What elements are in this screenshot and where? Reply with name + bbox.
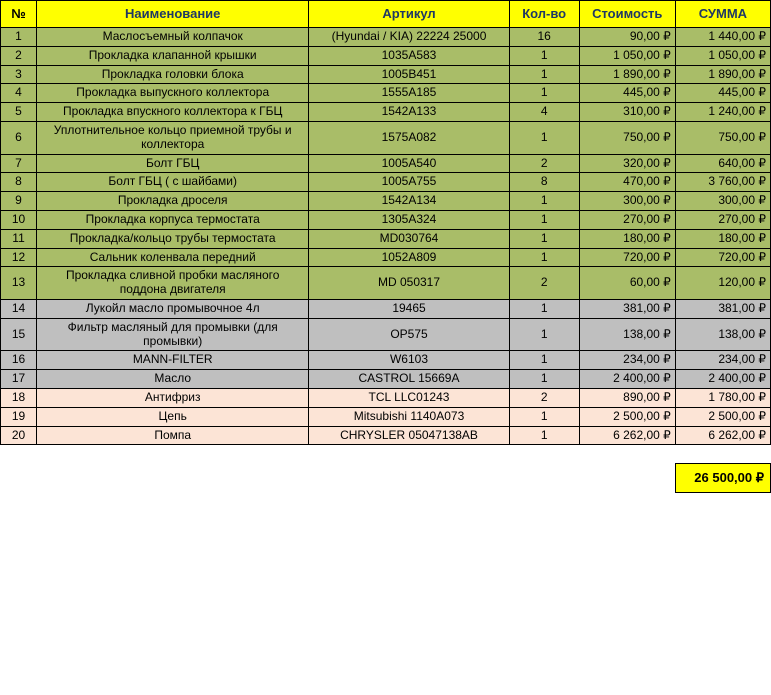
table-row [1,370,771,389]
cell-article: 1035A583 [309,46,509,65]
cell-name: Прокладка выпускного коллектора [37,84,309,103]
table-row [1,267,771,300]
table-row [1,426,771,445]
table-row [1,46,771,65]
cell-number: 2 [1,46,37,65]
cell-quantity: 1 [509,65,579,84]
spacer-cell [37,445,309,464]
cell-name: Прокладка дроселя [37,192,309,211]
cell-article: 1305A324 [309,210,509,229]
cell-number: 3 [1,65,37,84]
cell-price: 445,00 ₽ [579,84,675,103]
cell-sum: 1 890,00 ₽ [675,65,770,84]
cell-quantity: 1 [509,121,579,154]
cell-quantity: 1 [509,248,579,267]
cell-price: 310,00 ₽ [579,103,675,122]
cell-number: 4 [1,84,37,103]
cell-quantity: 1 [509,318,579,351]
column-header-name: Наименование [37,1,309,28]
cell-quantity: 16 [509,28,579,47]
cell-name: Прокладка клапанной крышки [37,46,309,65]
cell-quantity: 2 [509,267,579,300]
cell-price: 180,00 ₽ [579,229,675,248]
spacer-cell [1,445,37,464]
cell-sum: 381,00 ₽ [675,299,770,318]
cell-price: 320,00 ₽ [579,154,675,173]
header-row [1,1,771,28]
cell-name: Болт ГБЦ ( с шайбами) [37,173,309,192]
cell-price: 6 262,00 ₽ [579,426,675,445]
cell-article: OP575 [309,318,509,351]
spacer-cell [509,445,579,464]
cell-sum: 270,00 ₽ [675,210,770,229]
table-row [1,192,771,211]
cell-sum: 720,00 ₽ [675,248,770,267]
cell-price: 2 400,00 ₽ [579,370,675,389]
cell-name: Масло [37,370,309,389]
cell-quantity: 2 [509,388,579,407]
cell-name: Цепь [37,407,309,426]
cell-number: 9 [1,192,37,211]
cell-price: 90,00 ₽ [579,28,675,47]
cell-name: Антифриз [37,388,309,407]
cell-sum: 120,00 ₽ [675,267,770,300]
cell-price: 300,00 ₽ [579,192,675,211]
table-row [1,210,771,229]
table-row [1,351,771,370]
cell-name: MANN-FILTER [37,351,309,370]
cell-name: Прокладка головки блока [37,65,309,84]
cell-quantity: 1 [509,192,579,211]
total-empty-cell [579,464,675,493]
cell-article: 1542A134 [309,192,509,211]
cell-sum: 300,00 ₽ [675,192,770,211]
cell-quantity: 1 [509,407,579,426]
table-row [1,28,771,47]
cell-number: 8 [1,173,37,192]
table-row [1,318,771,351]
cell-number: 20 [1,426,37,445]
cell-article: 1005A755 [309,173,509,192]
total-empty-cell [1,464,37,493]
cell-price: 381,00 ₽ [579,299,675,318]
cell-quantity: 2 [509,154,579,173]
cell-number: 17 [1,370,37,389]
cell-article: W6103 [309,351,509,370]
cell-article: MD 050317 [309,267,509,300]
table-body [1,28,771,493]
cell-price: 470,00 ₽ [579,173,675,192]
cell-price: 2 500,00 ₽ [579,407,675,426]
cell-article: CHRYSLER 05047138AB [309,426,509,445]
table-row [1,299,771,318]
cell-price: 234,00 ₽ [579,351,675,370]
cell-number: 18 [1,388,37,407]
cell-sum: 750,00 ₽ [675,121,770,154]
cell-sum: 445,00 ₽ [675,84,770,103]
cell-article: 1555A185 [309,84,509,103]
cell-number: 7 [1,154,37,173]
cell-number: 10 [1,210,37,229]
cell-number: 6 [1,121,37,154]
cell-price: 270,00 ₽ [579,210,675,229]
cell-number: 16 [1,351,37,370]
cell-name: Прокладка сливной пробки масляного поддона двигателя [37,267,309,300]
cell-article: TCL LLC01243 [309,388,509,407]
cell-number: 1 [1,28,37,47]
total-row [1,464,771,493]
column-header-sum: СУММА [675,1,770,28]
cell-quantity: 1 [509,351,579,370]
cell-number: 5 [1,103,37,122]
cell-article: CASTROL 15669A [309,370,509,389]
cell-article: Mitsubishi 1140A073 [309,407,509,426]
cell-sum: 138,00 ₽ [675,318,770,351]
column-header-quantity: Кол-во [509,1,579,28]
cell-name: Прокладка/кольцо трубы термостата [37,229,309,248]
cell-sum: 6 262,00 ₽ [675,426,770,445]
table-row [1,84,771,103]
total-empty-cell [509,464,579,493]
cell-quantity: 1 [509,210,579,229]
cell-article: 19465 [309,299,509,318]
table-row [1,65,771,84]
cell-quantity: 1 [509,46,579,65]
cell-price: 750,00 ₽ [579,121,675,154]
cell-sum: 1 440,00 ₽ [675,28,770,47]
cell-name: Прокладка корпуса термостата [37,210,309,229]
cell-sum: 2 500,00 ₽ [675,407,770,426]
cell-sum: 2 400,00 ₽ [675,370,770,389]
cell-name: Маслосъемный колпачок [37,28,309,47]
cell-article: 1575A082 [309,121,509,154]
column-header-price: Стоимость [579,1,675,28]
cell-name: Уплотнительное кольцо приемной трубы и коллектора [37,121,309,154]
cell-quantity: 1 [509,84,579,103]
spacer-cell [675,445,770,464]
cell-article: (Hyundai / KIA) 22224 25000 [309,28,509,47]
cell-quantity: 1 [509,299,579,318]
cell-number: 19 [1,407,37,426]
cell-price: 890,00 ₽ [579,388,675,407]
cell-sum: 1 050,00 ₽ [675,46,770,65]
total-empty-cell [37,464,309,493]
cell-quantity: 1 [509,370,579,389]
cell-quantity: 1 [509,426,579,445]
table-row [1,121,771,154]
cell-number: 12 [1,248,37,267]
spacer-row [1,445,771,464]
grand-total-value: 26 500,00 ₽ [675,464,770,493]
cell-sum: 1 240,00 ₽ [675,103,770,122]
cell-price: 720,00 ₽ [579,248,675,267]
total-empty-cell [309,464,509,493]
table-header [1,1,771,28]
cell-quantity: 8 [509,173,579,192]
table-row [1,154,771,173]
cell-number: 14 [1,299,37,318]
cell-name: Прокладка впускного коллектора к ГБЦ [37,103,309,122]
cell-name: Болт ГБЦ [37,154,309,173]
cell-article: 1542A133 [309,103,509,122]
table-row [1,103,771,122]
table-row [1,388,771,407]
cell-number: 15 [1,318,37,351]
cell-price: 60,00 ₽ [579,267,675,300]
table-row [1,248,771,267]
table-row [1,173,771,192]
cell-price: 1 890,00 ₽ [579,65,675,84]
cell-article: 1052A809 [309,248,509,267]
column-header-article: Артикул [309,1,509,28]
cell-article: 1005B451 [309,65,509,84]
cell-quantity: 4 [509,103,579,122]
table-row [1,229,771,248]
cell-name: Помпа [37,426,309,445]
cell-number: 13 [1,267,37,300]
cell-sum: 234,00 ₽ [675,351,770,370]
cell-article: MD030764 [309,229,509,248]
column-header-number: № [1,1,37,28]
cell-article: 1005A540 [309,154,509,173]
cell-name: Лукойл масло промывочное 4л [37,299,309,318]
spacer-cell [579,445,675,464]
cell-name: Фильтр масляный для промывки (для промывки) [37,318,309,351]
cell-quantity: 1 [509,229,579,248]
cell-sum: 180,00 ₽ [675,229,770,248]
cell-number: 11 [1,229,37,248]
cell-sum: 3 760,00 ₽ [675,173,770,192]
cell-sum: 640,00 ₽ [675,154,770,173]
table-row [1,407,771,426]
cell-name: Сальник коленвала передний [37,248,309,267]
cell-sum: 1 780,00 ₽ [675,388,770,407]
cell-price: 1 050,00 ₽ [579,46,675,65]
cell-price: 138,00 ₽ [579,318,675,351]
spacer-cell [309,445,509,464]
